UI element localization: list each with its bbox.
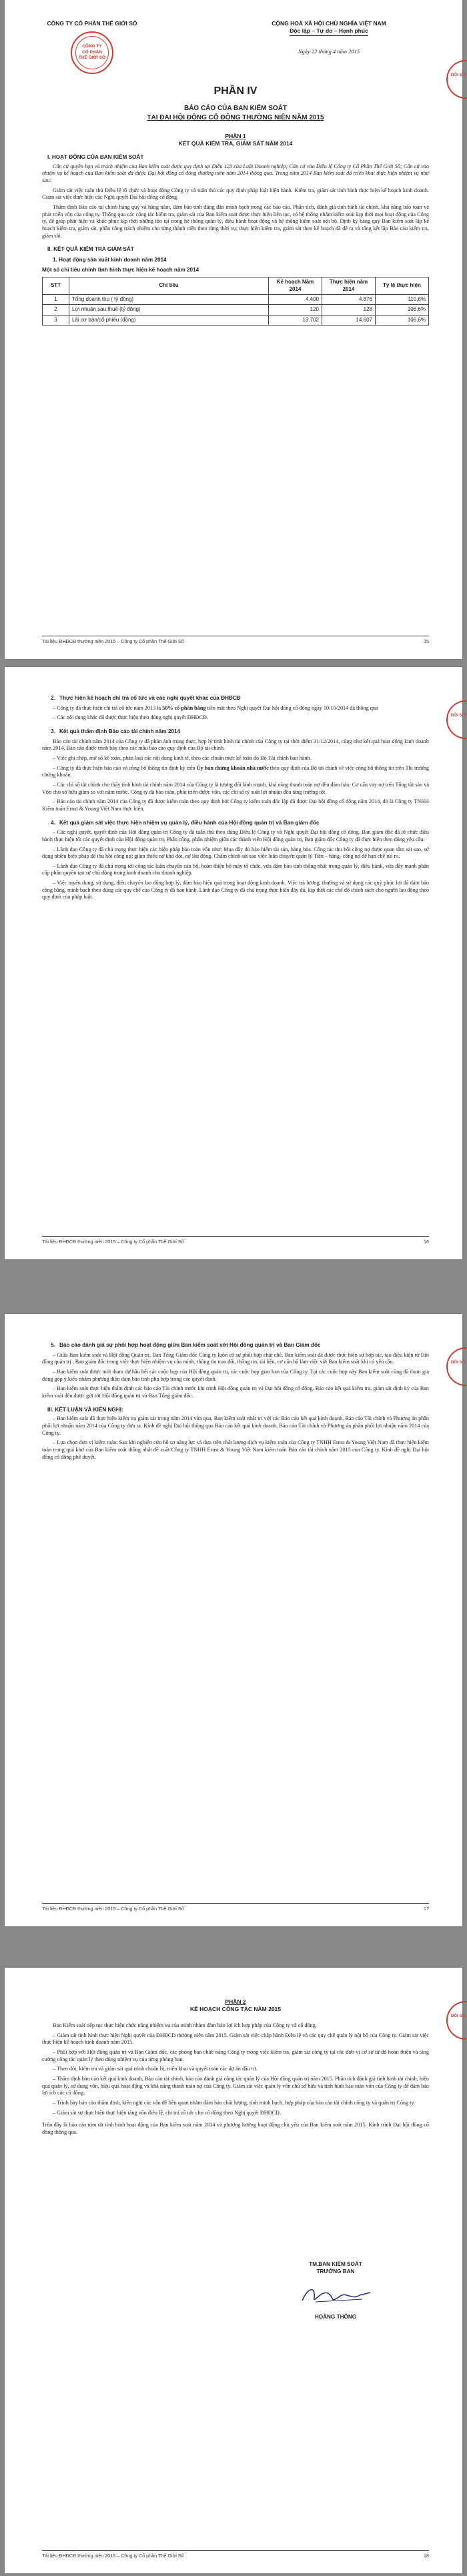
- paragraph: – Giám sát tình hình thực hiện Nghị quyết của ĐHĐCĐ thường niên năm 2015. Giám sát việc chấp hành Điều lệ và các quy chế quản lý nội bộ của Công ty. Giám sát việc thực hiện kế hoạch kinh doanh năm 2015.: [42, 2032, 429, 2046]
- paragraph: Giám sát việc tuân thủ Điều lệ tổ chức và hoạt động Công ty và tuân thủ các quy định pháp luật hiện hành. Kiểm tra, giám sát tình hình thực hiện kế hoạch kinh doanh. Giám sát việc thực hiện các Nghị quyết Đại hội đồng cổ đông.: [42, 187, 429, 201]
- item-3-heading: 3. Kết quả thẩm định Báo cáo tài chính năm 2014: [51, 728, 181, 734]
- report-title-line2: TẠI ĐẠI HỘI ĐỒNG CỔ ĐÔNG THƯỜNG NIÊN NĂM 2015: [147, 114, 324, 122]
- paragraph: Báo cáo tài chính năm 2014 của Công ty đã phản ánh trung thực, hợp lý tình hình tài chính của Công ty tại thời điểm 31/12/2014, cũng như kết quả hoạt động kinh doanh năm 2014. Báo cáo được trình bày theo các mẫu báo cáo quy định của Bộ tài chính.: [42, 738, 429, 752]
- item-4-title: Kết quả giám sát việc thực hiện nhiệm vụ quản lý, điều hành của Hội đồng quản trị và Ban giám đốc: [59, 819, 320, 826]
- col-header: Chỉ tiêu: [69, 277, 269, 295]
- page-footer: [42, 636, 429, 644]
- heading-II: II. KẾT QUẢ KIỂM TRA GIÁM SÁT: [47, 246, 134, 253]
- signature-role: TRƯỞNG BAN: [316, 2268, 355, 2275]
- heading-II-1: 1. Hoạt động sản xuất kinh doanh năm 2014: [53, 256, 167, 263]
- document-date: Ngày 22 tháng 4 năm 2015: [298, 48, 360, 55]
- table-row: [43, 294, 429, 304]
- letterhead-company: [42, 20, 142, 74]
- part-title: PHẦN IV: [213, 85, 258, 97]
- paragraph: – Theo dõi, kiểm tra và giám sát quá trình chuẩn bị, triển khai và quyết toán các dự án đầu tư.: [53, 2066, 258, 2072]
- section-label: PHẦN 1: [225, 132, 246, 139]
- paragraph: [42, 765, 429, 779]
- nation-motto: Độc lập – Tự do – Hạnh phúc: [290, 27, 368, 36]
- paragraph: – Giữa Ban kiểm soát và Hội đồng Quản trị, Ban Tổng Giám đốc Công ty luôn có sự phối hợp chặt chẽ. Ban kiểm soát đã được thực hiện sự hợp tác, tạo điều kiện từ Hội đồng quản trị , Ban giám đốc trong việc thực hiện nhiệm vụ của mình, thông tin trao đổi, thông tin, tài liệu, cơ cấn bộ làm việc với Ban kiểm soát khi có yêu cầu.: [42, 1351, 429, 1365]
- results-table: [42, 277, 429, 326]
- paragraph: – Lãnh đạo Công ty đã chú trọng tới công tác luân chuyển cán bộ, hoàn thiện bộ máy tổ chức, vừa đảm bảo tính thống nhất trong quản lý, điều hành, vừa đẩy mạnh phân cấp phân quyền tạo sự chủ động trong kinh doanh cho doanh nghiệp.: [42, 862, 429, 876]
- item-3-title: Kết quả thẩm định Báo cáo tài chính năm 2014: [59, 728, 181, 734]
- paragraph: – Việc ghi chép, mở sổ kế toán, phản loại các nội dung kinh tế, theo các chuẩn mực kế toán do Bộ Tài chính ban hành.: [53, 754, 312, 761]
- text-run-bold: Ủy ban chứng khoán nhà nước: [196, 764, 269, 771]
- section-label: PHẦN 2: [225, 1998, 246, 2005]
- page-number: 18: [424, 2552, 429, 2559]
- text-run: – Công ty đã thực hiện báo cáo và công bố thông tin định kỳ trên: [53, 764, 197, 771]
- nation-title: CỘNG HOÀ XÃ HỘI CHỦ NGHĨA VIỆT NAM: [272, 20, 386, 27]
- page-number: 17: [424, 1905, 429, 1912]
- paragraph: – Báo cáo tài chính năm 2014 của Công ty đã được kiểm toán theo quy định bởi Công ty kiểm toán độc lập đã được Đại hội đồng cổ đông năm 2014, đó là Công ty TNHH Kiểm toán Ernst & Young Việt Nam thực hiện.: [42, 798, 429, 812]
- item-4-heading: 4. Kết quả giám sát việc thực hiện nhiệm vụ quản lý, điều hành của Hội đồng quản trị và Ban giám đốc: [51, 819, 320, 826]
- margin-stamp: ĐỐI SỐ: [446, 1347, 466, 1386]
- cell: 3: [43, 315, 69, 325]
- cell: Lợi nhuận sau thuế (tỷ đồng): [69, 305, 269, 315]
- item-2-heading: 2. Thực hiện kế hoạch chi trả cổ tức và các nghị quyết khác của ĐHĐCĐ: [51, 695, 241, 701]
- page-footer: [42, 1236, 429, 1245]
- paragraph: – Phối hợp với Hội đồng quản trị và Ban Giám đốc, các phòng ban chức năng Công ty trong việc kiểm tra, giám sát công ty tại các đơn vị cơ sở từ đó hoàn thiện và tăng cường công tác quản lý theo đúng nhiệm vụ của từng phòng ban.: [42, 2049, 429, 2062]
- cell: Lãi cơ bản/cổ phiếu (đồng): [69, 315, 269, 325]
- cell: Tổng doanh thu ( tỷ đồng): [69, 294, 269, 304]
- table-header-row: [43, 277, 429, 295]
- cell: 14.607: [322, 315, 376, 325]
- report-title-line1: BÁO CÁO CỦA BAN KIỂM SOÁT: [183, 104, 288, 112]
- company-seal: CÔNG TY CỔ PHẦN THẾ GIỚI SỐ: [71, 31, 113, 74]
- table-row: [43, 315, 429, 325]
- col-header: Thực hiện năm 2014: [322, 277, 376, 295]
- company-name: CÔNG TY CỔ PHẦN THẾ GIỚI SỐ: [47, 20, 137, 27]
- cell: 2: [43, 305, 69, 315]
- paragraph: – Lãnh đạo Công ty đã chú trọng thực hiện các biện pháp bảo toàn vốn như: Mua đầy đủ bảo hiểm tài sản, hàng hóa. Công tác thu hồi công nợ được quan tâm sát sao, sử dụng nhiều biện pháp để thu hồi công nợ; giám thiểu nợ khó đòi, nợ lâu động. Chấm chỉnh sát sao việc luân chuyển quản lý Tiền – hàng- công nợ để hạn chế rủi ro.: [42, 846, 429, 860]
- paragraph: – Ban kiểm soát thực hiện thẩm định các báo cáo Tài chính trước khi trình Hội đồng quản trị và Đại hội đồng cổ đông. Báo cáo kết quả kiểm tra, giám sát định kỳ của Ban kiểm soát đều được gửi tới Hội đồng quản trị và Ban Tổng giám đốc.: [42, 1385, 429, 1399]
- heading-I: I. HOẠT ĐỘNG CỦA BAN KIỂM SOÁT: [47, 153, 144, 160]
- paragraph: – Các nội dung khác đã được thực hiện theo đúng nghị quyết ĐHĐCĐ.: [53, 714, 208, 721]
- signature-title: TM.BAN KIỂM SOÁT: [309, 2261, 362, 2267]
- paragraph: – Giám sát sự thực hiện thực hiện tăng vốn điều lệ, chi trả cổ tức cho cổ đông theo Nghị quyết ĐHĐCĐ.: [53, 2109, 281, 2116]
- cell: 13.702: [269, 315, 322, 325]
- paragraph: – Thẩm định báo cáo kết quả kinh doanh, Báo cáo tài chính, báo cáo đánh giá công tác quản lý của Hội đồng quản trị năm 2015. Phân tích đánh giá tình hình tài chính, hiệu quả quản lý, sử dụng vốn, hiệu quả hoạt động và khả năng thanh toán nợ của Công ty. Giám sát việc quản lý vốn chủ sở hữu và tình hình bảo toàn vốn của Công ty để đảm bảo lợi ích các cổ đông.: [42, 2076, 429, 2096]
- paragraph: Ban Kiểm soát tiếp tục thực hiện chức năng nhiệm vụ của mình nhằm đảm bảo lợi ích hợp pháp của Công ty và cổ đông.: [53, 2022, 317, 2029]
- margin-stamp: ĐỐI SỐ: [446, 60, 466, 99]
- heading-III: III. KẾT LUẬN VÀ KIẾN NGHỊ:: [47, 1406, 123, 1413]
- text-run: – Công ty đã thực hiện chi trả cổ tức năm 2013 là: [53, 704, 163, 711]
- paragraph: – Các chỉ số tài chính cho thấy tình hình tài chính năm 2014 của Công ty là tương đối lành mạnh, khả năng thanh toán nợ đều đảm bảo. Cơ cấu vay nợ trên Tổng tài sản và Vốn chủ sở hữu giảm so với năm trước. Công ty đã bảo toàn, phát triển được vốn, các chỉ số tỷ suất lợi nhuận đều tăng trưởng tốt.: [42, 781, 429, 795]
- page-number: 15: [424, 638, 429, 644]
- item-2-title: Thực hiện kế hoạch chi trả cổ tức và các nghị quyết khác của ĐHĐCĐ: [59, 695, 241, 701]
- table-row: [43, 305, 429, 315]
- handwritten-signature: [296, 2282, 376, 2309]
- text-run: tiền mặt theo Nghị quyết Đại hội đồng cổ đông ngày 10/10/2014 đã thông qua: [205, 704, 378, 711]
- paragraph: – Lựa chọn đơn vị kiểm toán: Sau khi nghiên cứu hồ sơ năng lực và dựa trên chất lượng dịch vụ kiểm toán của Công ty TNHH Ernst & Young Việt Nam đã thực hiện kiểm toán trong quá khứ của Ban kiểm soát thống nhất đề xuất Công ty TNHH Ernst & Young Việt Nam kiểm toán Báo cáo tài chính năm 2015 của Công ty. Kính đề nghị Đại hội đồng cổ đông phê duyệt.: [42, 1439, 429, 1460]
- paragraph: – Ban kiểm soát được mời tham dự hầu hết các cuộc họp của Hội đồng quản trị, các cuộc họp giao ban của Công ty. Tại các cuộc họp này Ban kiểm soát cũng đã tham gia đóng góp ý kiến nhằm phương diện đảm bảo tính phù hợp trong các quyết định.: [42, 1368, 429, 1382]
- section-title: KẾT QUẢ KIỂM TRA, GIÁM SÁT NĂM 2014: [178, 139, 293, 147]
- footer-title: Tài liệu ĐHĐCĐ thường niên 2015 – Công ty Cổ phần Thế Giới Số: [42, 638, 184, 644]
- col-header: Kế hoạch Năm 2014: [269, 277, 322, 295]
- paragraph: Thẩm định Báo cáo tài chính hàng quý và hàng năm, đảm bảo tính đúng đắn minh bạch trong các báo cáo. Phân tích, đánh giá tình hình tài chính, khả năng bảo toàn và phát triển vốn của công ty. Thông qua các công tác kiểm tra, giám sát của Ban kiểm soát được thực hiện liên tục, có hệ thống nhằm kiểm soát kịp thời mọi hoạt động của Công ty, để giúp phát hiện và khắc phục kịp thời những tồn tại trong hệ thống quản lý, điều hành hoạt động và hệ thống kiểm soát nội bộ. Định kỳ hàng quý Ban kiểm soát lập kế hoạch kiểm tra, giám sát, phân công trách nhiệm cho từng thành viên theo từng thời vụ; thực hiện kiểm tra, giám sát theo kế hoạch đã đề ra và tổng kết lập Báo cáo kiểm tra, giám sát.: [42, 203, 429, 239]
- cell: 1: [43, 294, 69, 304]
- paragraph: – Các nghị quyết, quyết định của Hội đồng quản trị Công ty đã tuân thủ theo đúng Điều lệ Công ty và Nghị quyết Đại hội đồng cổ đông. Ban giám đốc đã tổ chức điều hành thực hiện tốt các quyết định của Hội đồng quản trị. Phân công, phân nhiệm giữa các thành viên Hội đồng quản trị, Ban giám đốc Công ty đã thực hiện theo đúng yêu cầu.: [42, 829, 429, 842]
- signature-block: [262, 2261, 409, 2321]
- col-header: Tỷ lệ thực hiện: [376, 277, 429, 295]
- footer-title: Tài liệu ĐHĐCĐ thường niên 2015 – Công ty Cổ phần Thế Giới Số: [42, 1905, 184, 1912]
- text-run: theo quy định của Bộ tài chính về việc công bố thông tin trên Thị trường chứng khoán.: [42, 764, 430, 778]
- cell: 106,6%: [376, 305, 429, 315]
- letterhead-nation: [229, 20, 429, 74]
- section-title: KẾ HOẠCH CÔNG TÁC NĂM 2015: [189, 2006, 282, 2013]
- document-page-2: [5, 667, 466, 1259]
- paragraph: – Trình bày báo cáo thẩm định, kiến nghị các vấn đề liên quan nhằm đảm bảo chất lượng, tính minh bạch, hợp pháp của báo cáo tài chính công ty và quản trị Công ty.: [53, 2100, 416, 2106]
- document-page-3: [5, 1314, 466, 1926]
- item-5-heading: 5. Báo cáo đánh giá sự phối hợp hoạt động giữa Ban kiểm soát với Hội đồng quản trị và Ban Giám đốc: [51, 1342, 321, 1348]
- text-run-bold: 50% cổ phần bằng: [162, 704, 206, 711]
- paragraph: – Ban kiểm soát đã thực hiện kiểm tra giám sát trong năm 2014 vừa qua, Ban kiểm soát nhất trí với các Báo cáo kết quả kinh doanh, Báo cáo Tài chính và Phương án phân phối lợi nhuận năm 2014 của Công ty đưa ra. Kính đề nghị Đại hội thông qua Báo cáo kết quả kinh doanh, Báo cáo Tài chính và Phương án phân phối lợi nhuận năm 2014 của Công ty.: [42, 1415, 429, 1436]
- cell: 4.876: [322, 294, 376, 304]
- page-footer: [42, 2550, 429, 2559]
- footer-title: Tài liệu ĐHĐCĐ thường niên 2015 – Công ty Cổ phần Thế Giới Số: [42, 1238, 184, 1245]
- signatory-name: HOÀNG THÔNG: [314, 2314, 357, 2321]
- letterhead: [42, 20, 429, 74]
- col-header: STT: [43, 277, 69, 295]
- page-footer: [42, 1903, 429, 1912]
- cell: 128: [322, 305, 376, 315]
- document-page-4: [5, 1968, 466, 2573]
- paragraph: – Việc tuyển dụng, sử dụng, điều chuyển lao động hợp lý, đảm bảo hiệu quả trong hoạt động kinh doanh. Việc trả lương, thưởng và sử dụng các quỹ phúc lợi đã đảm bảo công bằng, minh bạch theo đúng các quy chế của Công ty đã ban hành. Lãnh đạo Công ty đã chú trọng thực hiện đầy đủ, kịp thời các chế độ chính sách cho người lao động theo quy định của pháp luật.: [42, 880, 429, 900]
- cell: 110,8%: [376, 294, 429, 304]
- document-page-1: [5, 0, 466, 659]
- margin-stamp: ĐỐI SỐ: [446, 700, 466, 739]
- footer-title: Tài liệu ĐHĐCĐ thường niên 2015 – Công ty Cổ phần Thế Giới Số: [42, 2552, 184, 2559]
- cell: 120: [269, 305, 322, 315]
- item-5-title: Báo cáo đánh giá sự phối hợp hoạt động giữa Ban kiểm soát với Hội đồng quản trị và Ban Giám đốc: [59, 1342, 321, 1348]
- page-number: 16: [424, 1238, 429, 1245]
- table-caption: Một số chỉ tiêu chính tình hình thực hiện kế hoạch năm 2014: [42, 267, 199, 273]
- paragraph: Căn cứ quyền hạn và trách nhiệm của Ban kiểm soát được quy định tại Điều 123 của Luật Doanh nghiệp; Căn cứ vào Điều lệ Công ty Cổ Phần Thế Giới Số; Căn cứ vào nhiệm vụ kế hoạch của Ban kiểm soát đã được Đại hội đồng cổ đông thường niên năm 2014 thông qua. Trong năm 2014 Ban kiểm soát đã triển khai thực hiện nhiệm vụ như sau:: [42, 163, 429, 183]
- margin-stamp: ĐỐI SỐ: [446, 2001, 466, 2040]
- cell: 4.400: [269, 294, 322, 304]
- paragraph: Trên đây là báo cáo tóm tắt tình hình hoạt động của Ban kiểm soát năm 2014 và phương hướng hoạt động chủ yếu của Ban kiểm soát năm 2015. Kính trình Đại hội đồng cổ đông thông qua.: [42, 2122, 429, 2135]
- cell: 106,6%: [376, 315, 429, 325]
- report-title: [42, 104, 429, 123]
- paragraph: [42, 705, 429, 712]
